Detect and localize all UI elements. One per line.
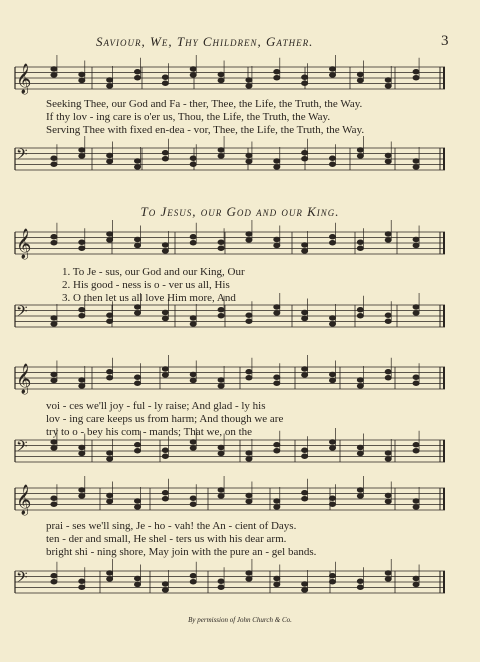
hymn1-verse-3: Serving Thee with fixed en-dea - vor, Thee, the Life, the Truth, the Way. xyxy=(46,124,365,136)
hymn1-verse-1: Seeking Thee, our God and Fa - ther, Thee, the Life, the Truth, the Way. xyxy=(46,98,363,110)
svg-text:𝄢: 𝄢 xyxy=(16,303,28,324)
svg-text:𝄢: 𝄢 xyxy=(16,146,28,167)
svg-text:𝄞: 𝄞 xyxy=(16,64,32,94)
hymn1-verse-2: If thy lov - ing care is o'er us, Thou, the Life, the Truth, the Way. xyxy=(46,111,331,123)
system3-verse-2: ten - der and small, He shel - ters us with his dear arm. xyxy=(46,533,287,545)
svg-text:𝄞: 𝄞 xyxy=(16,364,32,394)
page-number: 3 xyxy=(441,33,449,49)
clefs xyxy=(16,63,31,590)
svg-text:𝄢: 𝄢 xyxy=(16,569,28,590)
copyright-credit: By permission of John Church & Co. xyxy=(188,616,292,624)
staff-lines xyxy=(15,67,445,593)
song-title: To Jesus, our God and our King. xyxy=(140,204,340,219)
svg-text:𝄞: 𝄞 xyxy=(16,229,32,259)
system3-verse-1: prai - ses we'll sing, Je - ho - vah! the An - cient of Days. xyxy=(46,520,297,532)
system1-verse-3: 3. O then let us all love Him more, And xyxy=(62,292,236,304)
system3-verse-3: bright shi - ning shore, May join with the pure an - gel bands. xyxy=(46,546,317,558)
svg-text:𝄞: 𝄞 xyxy=(16,485,32,515)
system1-verse-1: 1. To Je - sus, our God and our King, Our xyxy=(62,266,245,278)
system2-verse-2: lov - ing care keeps us from harm; And though we are xyxy=(46,413,284,425)
running-title: Saviour, We, Thy Children, Gather. xyxy=(96,34,314,49)
system2-verse-1: voi - ces we'll joy - ful - ly raise; And glad - ly his xyxy=(46,400,266,412)
system1-verse-2: 2. His good - ness is o - ver us all, His xyxy=(62,279,230,291)
svg-text:𝄢: 𝄢 xyxy=(16,438,28,459)
system2-verse-3: try to o - bey his com - mands; That we, on the xyxy=(46,426,253,438)
